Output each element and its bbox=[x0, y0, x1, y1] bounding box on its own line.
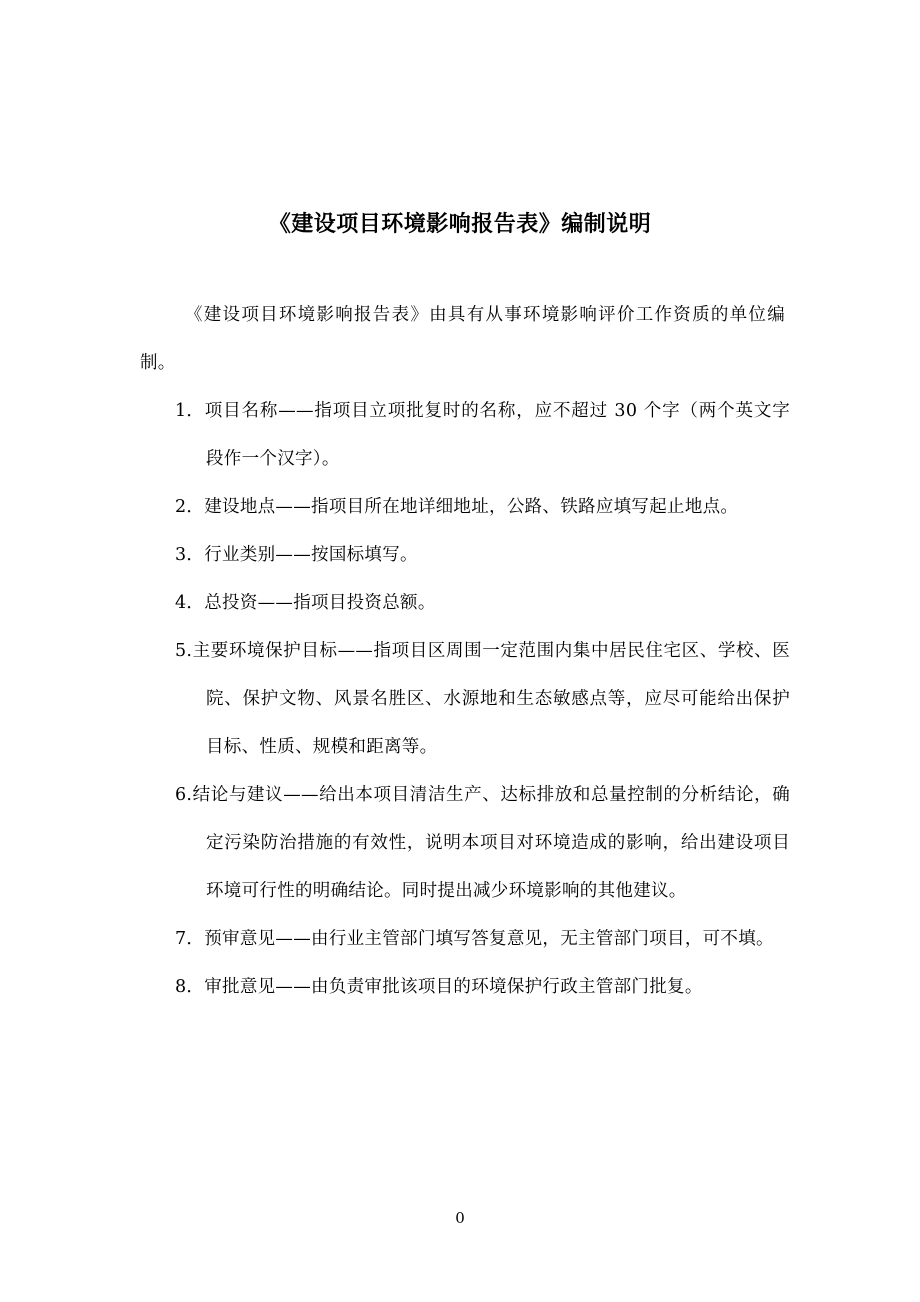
item-number: 8． bbox=[175, 977, 205, 997]
item-text: 行业类别——按国标填写。 bbox=[204, 545, 418, 565]
item-text: 审批意见——由负责审批该项目的环境保护行政主管部门批复。 bbox=[204, 977, 703, 997]
list-item bbox=[175, 579, 790, 627]
item-text: 主要环境保护目标——指项目区周围一定范围内集中居民住宅区、学校、医院、保护文物、风景名胜区、水源地和生态敏感点等，应尽可能给出保护目标、性质、规模和距离等。 bbox=[192, 641, 790, 757]
list-item bbox=[175, 387, 790, 483]
page-number: 0 bbox=[455, 1209, 465, 1227]
list-item bbox=[175, 531, 790, 579]
instruction-list bbox=[175, 387, 790, 1011]
list-item bbox=[175, 483, 790, 531]
item-number: 3． bbox=[175, 545, 205, 565]
item-text: 预审意见——由行业主管部门填写答复意见，无主管部门项目，可不填。 bbox=[204, 929, 774, 949]
item-number: 5. bbox=[175, 641, 193, 661]
item-number: 7． bbox=[175, 929, 205, 949]
item-number: 6. bbox=[175, 785, 193, 805]
list-item bbox=[175, 771, 790, 915]
page-title: 《建设项目环境影响报告表》编制说明 bbox=[268, 212, 652, 237]
item-text: 建设地点——指项目所在地详细地址，公路、铁路应填写起止地点。 bbox=[204, 497, 739, 517]
intro-paragraph: 《建设项目环境影响报告表》由具有从事环境影响评价工作资质的单位编制。 bbox=[140, 305, 785, 373]
item-text: 项目名称——指项目立项批复时的名称，应不超过 30 个字（两个英文字段作一个汉字）。 bbox=[204, 401, 790, 469]
item-number: 4． bbox=[175, 593, 205, 613]
item-text: 结论与建议——给出本项目清洁生产、达标排放和总量控制的分析结论，确定污染防治措施的有效性，说明本项目对环境造成的影响，给出建设项目环境可行性的明确结论。同时提出减少环境影响的其他建议。 bbox=[192, 785, 790, 901]
list-item bbox=[175, 963, 790, 1011]
item-text: 总投资——指项目投资总额。 bbox=[204, 593, 436, 613]
list-item bbox=[175, 627, 790, 771]
list-item bbox=[175, 915, 790, 963]
item-number: 2． bbox=[175, 497, 205, 517]
item-number: 1． bbox=[175, 401, 205, 421]
